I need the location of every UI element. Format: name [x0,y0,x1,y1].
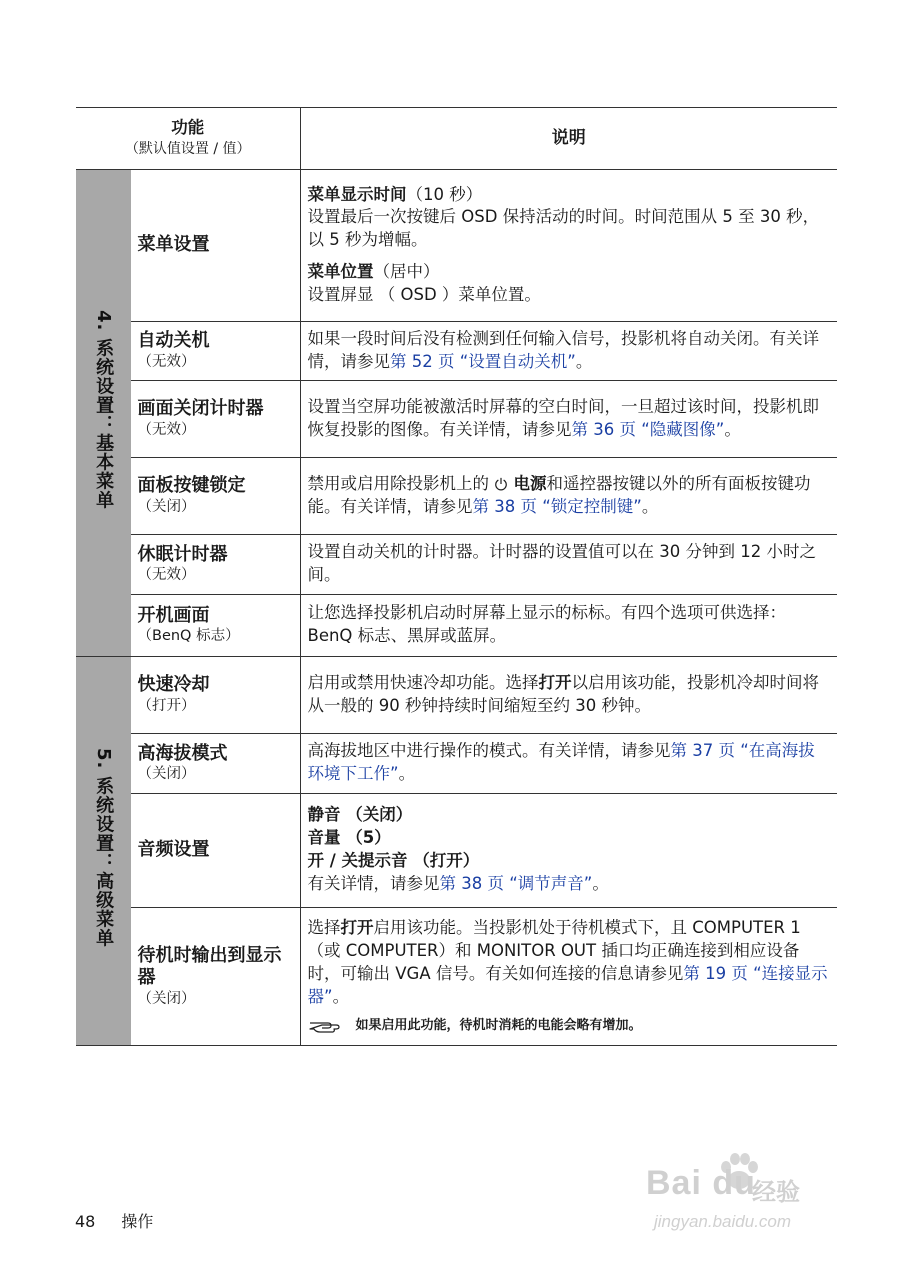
option-bold: 打开 [538,672,572,692]
table-row [76,657,837,734]
page-reference-link[interactable]: 第 52 页 “设置自动关机” [390,351,576,371]
watermark-url: jingyan.baidu.com [654,1212,792,1231]
punctuation: 。 [398,764,416,783]
punctuation: 。 [332,986,350,1006]
function-default: （打开） [137,697,196,714]
description-text: 设置当空屏功能被激活时屏幕的空白时间，一旦超过该时间，投影机即恢复投影的图像。有关详情，请参见 [307,396,819,439]
description-text: 有关详情，请参见 [307,873,440,893]
function-cell [130,381,300,458]
table-row [76,381,837,458]
page-reference-link[interactable]: 第 36 页 “隐藏图像” [571,419,725,439]
description-text: 选择 [307,918,341,938]
function-name: 高海拔模式 [137,742,228,764]
function-cell [130,535,300,595]
description-cell [300,734,837,794]
description-cell [300,322,837,381]
punctuation: 。 [575,351,593,371]
function-default: （无效） [137,567,196,584]
option-title: 音量 （5） [307,828,391,848]
header-description: 说明 [300,108,837,170]
page-footer [75,1209,153,1232]
function-name: 菜单设置 [137,234,210,256]
table-row [76,734,837,794]
option-value: （10 秒） [406,184,483,204]
option-title: 开 / 关提示音 （打开） [307,851,480,870]
table-row [76,794,837,908]
description-text: 启用该功能。当投影机处于待机模式下，且 COMPUTER 1 （或 COMPUTER）和 MONITOR OUT 插口均正确连接到相应设备时，可输出 VGA 信号。有关如何连接的信息请参见 [307,918,801,983]
description-cell [300,535,837,595]
header-function-title: 功能 [171,118,205,138]
description-cell [300,657,837,734]
description-text: 设置最后一次按键后 OSD 保持活动的时间。时间范围从 5 至 30 秒，以 5 秒为增幅。 [307,207,820,250]
description-cell [300,794,837,908]
option-bold: 打开 [340,918,374,938]
function-default: （关闭） [137,990,196,1007]
page-reference-link[interactable]: 第 38 页 “锁定控制键” [472,496,642,516]
note-text: 如果启用此功能，待机时消耗的电能会略有增加。 [355,1017,642,1033]
page-reference-link[interactable]: 第 37 页 “在高海拔环境下工作” [307,741,815,783]
function-name: 休眠计时器 [137,543,228,565]
description-text: 如果一段时间后没有检测到任何输入信号，投影机将自动关闭。有关详情，请参见 [307,328,819,371]
punctuation: 。 [724,419,741,439]
description-cell [300,908,837,1046]
table-row [76,595,837,657]
description-cell [300,170,837,322]
function-cell [130,458,300,535]
description-text: 让您选择投影机启动时屏幕上显示的标标。有四个选项可供选择：BenQ 标志、黑屏或蓝屏。 [307,603,786,645]
description-text: 和遥控器按键以外的所有面板按键功能。有关详情，请参见 [307,473,811,516]
description-text: 设置自动关机的计时器。计时器的设置值可以在 30 分钟到 12 小时之间。 [307,542,816,584]
option-title: 静音 （关闭） [307,805,413,825]
table-row [76,322,837,381]
header-function-subtitle: （默认值设置 / 值） [124,141,251,158]
section-label-basic [76,170,130,657]
settings-table [76,107,837,1046]
table-row [76,170,837,322]
note [308,1017,830,1035]
table-row [76,458,837,535]
function-name: 音频设置 [137,839,210,861]
function-default: （无效） [137,421,196,438]
description-text: 以启用该功能，投影机冷却时间将从一般的 90 秒钟持续时间缩短至约 30 秒钟。 [307,672,819,715]
function-cell [130,908,300,1046]
table-row [76,535,837,595]
watermark [640,1150,880,1250]
function-name: 快速冷却 [137,674,210,696]
function-name: 画面关闭计时器 [137,398,264,420]
option-title: 菜单显示时间 [307,184,407,204]
option-value: （居中） [373,261,440,281]
section-label-advanced [76,657,130,1046]
description-cell [300,458,837,535]
function-name: 开机画面 [137,604,210,626]
function-name: 自动关机 [137,330,210,352]
table-header [76,108,837,170]
description-cell [300,595,837,657]
power-icon [494,477,508,491]
function-cell [130,657,300,734]
function-default: （无效） [137,353,196,370]
section-label-text: 5. 系统设置：高级菜单 [93,747,115,948]
watermark-sub: 经验 [752,1178,800,1206]
description-text: 设置屏显 （ OSD ）菜单位置。 [307,284,541,304]
punctuation: 。 [592,873,609,893]
description-text: 启用或禁用快速冷却功能。选择 [307,672,539,692]
punctuation: 。 [641,496,659,516]
option-title: 菜单位置 [307,261,374,281]
description-text: 高海拔地区中进行操作的模式。有关详情，请参见 [307,741,671,761]
header-function [76,108,300,170]
function-cell [130,595,300,657]
function-cell [130,734,300,794]
watermark-logo: Bai du [646,1164,756,1202]
function-default: （BenQ 标志） [137,628,240,645]
pointing-hand-icon [308,1017,342,1035]
description-text: 禁用或启用除投影机上的 [307,473,489,493]
power-label: 电源 [513,473,547,493]
page-reference-link[interactable]: 第 19 页 “连接显示器” [307,964,828,1006]
function-cell [130,170,300,322]
function-default: （关闭） [137,498,196,515]
table-row [76,908,837,1046]
function-name: 面板按键锁定 [137,475,246,497]
function-default: （关闭） [137,766,196,783]
function-cell [130,322,300,381]
function-cell [130,794,300,908]
page-reference-link[interactable]: 第 38 页 “调节声音” [439,873,593,893]
page-number: 48 [75,1212,96,1231]
section-label-text: 4. 系统设置：基本菜单 [93,309,115,510]
description-cell [300,381,837,458]
footer-section: 操作 [121,1212,154,1231]
function-name: 待机时输出到显示器 [137,944,282,989]
